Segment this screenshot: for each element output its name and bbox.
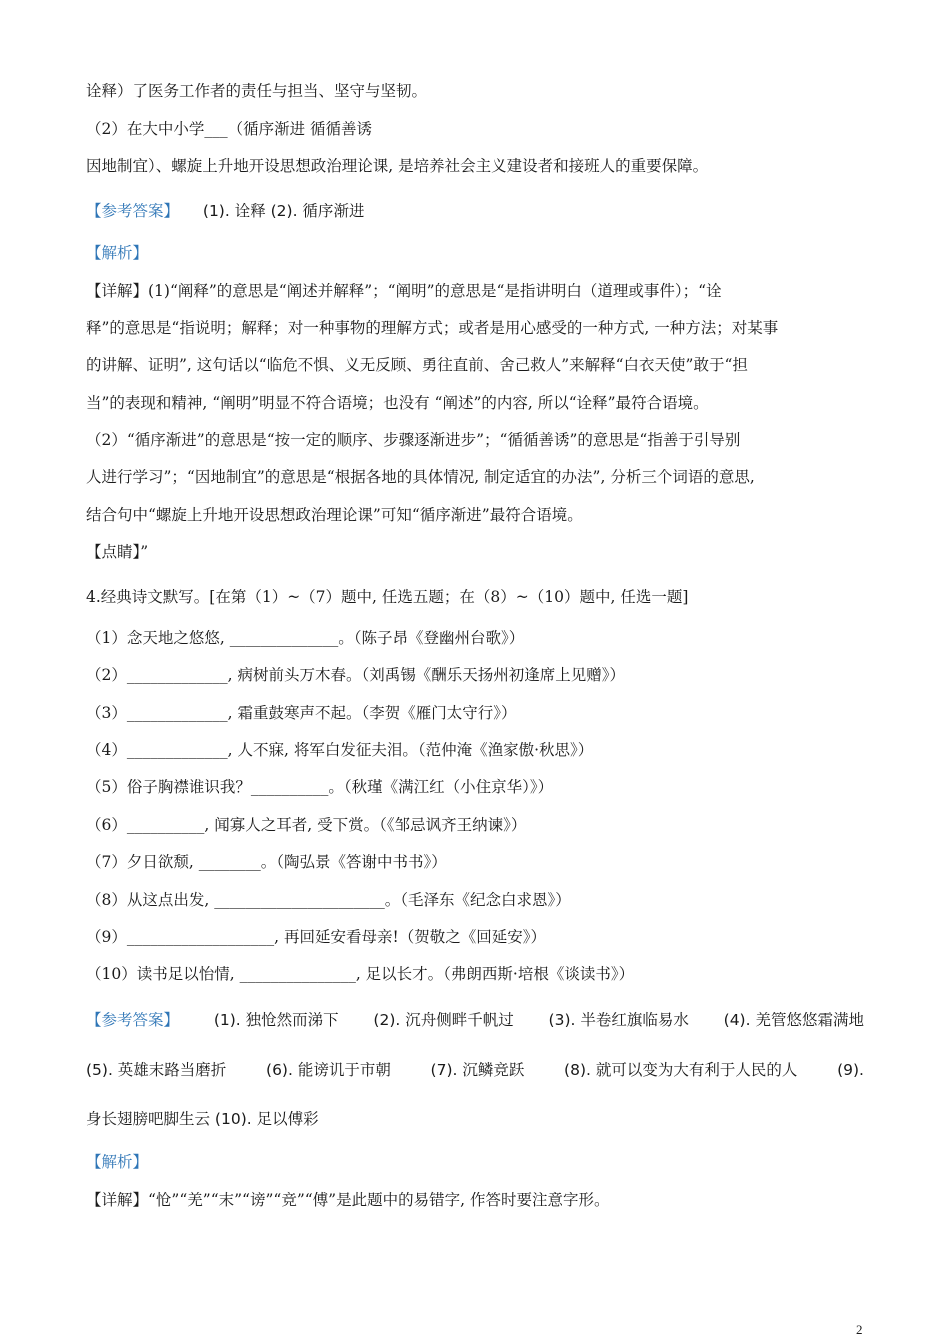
text-line: 诠释）了医务工作者的责任与担当、坚守与坚韧。 [86, 82, 428, 100]
question-title: 4.经典诗文默写。[在第（1）~（7）题中, 任选五题；在（8）~（10）题中, 任选一题] [86, 588, 689, 606]
answer-item: (3). 半卷红旗临易水 [548, 1011, 689, 1029]
answer-item: (8). 就可以变为大有利于人民的人 [564, 1061, 798, 1079]
answer-tag: 【参考答案】 [86, 1011, 180, 1029]
answer-item: (7). 沉鳞竞跃 [430, 1061, 525, 1079]
tip-line: 【点睛】” [86, 543, 149, 561]
question-item: （5）俗子胸襟谁识我？__________。（秋瑾《满江红（小住京华）》） [86, 778, 554, 796]
answer-item: (4). 羌管悠悠霜满地 [723, 1011, 864, 1029]
question-item: （8）从这点出发, ______________________。（毛泽东《纪念白求恩》） [86, 891, 571, 909]
answer-item: (6). 能谤讥于市朝 [266, 1061, 391, 1079]
question-item: （4）_____________, 人不寐, 将军白发征夫泪。（范仲淹《渔家傲·秋思》） [86, 741, 594, 759]
detail-line: （2）“循序渐进”的意思是“按一定的顺序、步骤逐渐进步”；“循循善诱”的意思是“指善于引导别 [86, 431, 741, 449]
detail-line: 【详解】(1)“阐释”的意思是“阐述并解释”；“阐明”的意思是“是指讲明白（道理或事件）；“诠 [86, 282, 722, 300]
detail-line: 【详解】“怆”“羌”“末”“谤”“竞”“傅”是此题中的易错字, 作答时要注意字形。 [86, 1191, 610, 1209]
text-line: 因地制宜）、螺旋上升地开设思想政治理论课, 是培养社会主义建设者和接班人的重要保障。 [86, 157, 709, 175]
question-item: （9）___________________, 再回延安看母亲!（贺敬之《回延安》） [86, 928, 546, 946]
question-item: （2）_____________, 病树前头万木春。（刘禹锡《酬乐天扬州初逢席上见赠》） [86, 666, 625, 684]
detail-line: 当”的表现和精神, “阐明”明显不符合语境；也没有 “阐述”的内容, 所以“诠释”最符合语境。 [86, 394, 709, 412]
analysis-tag: 【解析】 [86, 244, 149, 262]
answer-row [86, 1059, 864, 1081]
detail-line: 人进行学习”；“因地制宜”的意思是“根据各地的具体情况, 制定适宜的办法”, 分析三个词语的意思, [86, 468, 755, 486]
answer-item: (5). 英雄末路当磨折 [86, 1061, 227, 1079]
answer-item: (9). [837, 1061, 864, 1079]
question-item: （7）夕日欲颓, ________。（陶弘景《答谢中书书》） [86, 853, 447, 871]
question-item: （3）_____________, 霜重鼓寒声不起。（李贺《雁门太守行》） [86, 704, 517, 722]
analysis-tag: 【解析】 [86, 1153, 149, 1171]
detail-line: 释”的意思是“指说明；解释；对一种事物的理解方式；或者是用心感受的一种方式, 一种方法；对某事 [86, 319, 779, 337]
question-item: （10）读书足以怡情, _______________, 足以长才。（弗朗西斯·培根《谈读书》） [86, 965, 635, 983]
answer-row: 身长翅膀吧脚生云 (10). 足以傅彩 [86, 1110, 319, 1128]
answer-tag: 【参考答案】 [86, 202, 180, 220]
answer-row [86, 1009, 864, 1031]
question-line: （2）在大中小学___（循序渐进 循循善诱 [86, 120, 373, 138]
detail-line: 结合句中“螺旋上升地开设思想政治理论课”可知“循序渐进”最符合语境。 [86, 506, 583, 524]
answer-item: (2). 沉舟侧畔千帆过 [373, 1011, 514, 1029]
answer-text: (1). 诠释 (2). 循序渐进 [202, 202, 365, 220]
detail-line: 的讲解、证明”, 这句话以“临危不惧、义无反顾、勇往直前、舍己救人”来解释“白衣天使”敢于“担 [86, 356, 748, 374]
answer-item: (1). 独怆然而涕下 [213, 1011, 339, 1029]
page-number: 2 [856, 1322, 863, 1337]
answer-block [86, 200, 364, 222]
question-item: （6）__________, 闻寡人之耳者, 受下赏。（《邹忌讽齐王纳谏》） [86, 816, 527, 834]
question-item: （1）念天地之悠悠, ______________。（陈子昂《登幽州台歌》） [86, 629, 525, 647]
